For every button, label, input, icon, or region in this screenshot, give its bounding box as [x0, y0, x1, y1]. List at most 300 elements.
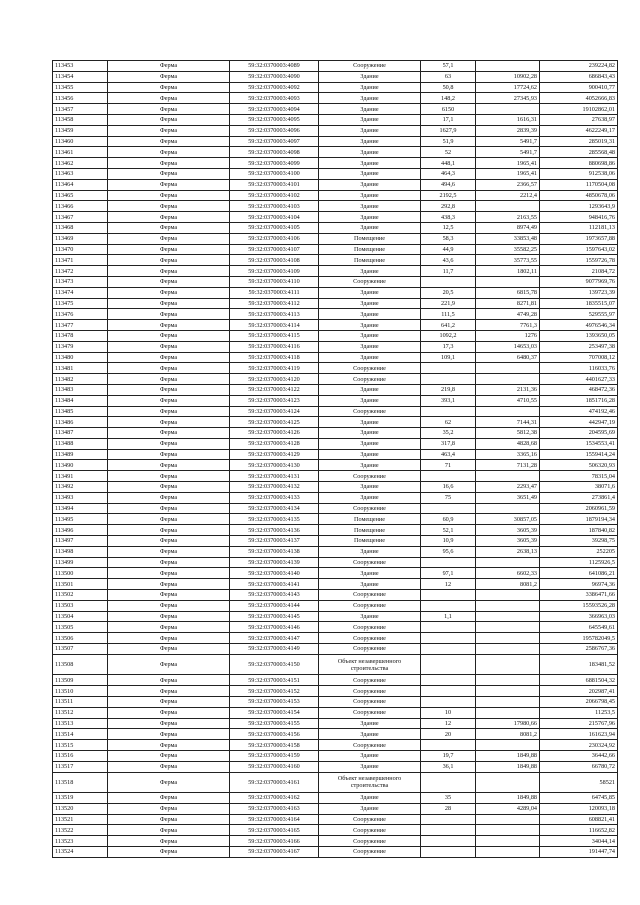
- specific-value-cell: 17724,62: [476, 82, 540, 93]
- object-type-cell: Здание: [319, 222, 421, 233]
- row-number-cell: 113517: [53, 761, 108, 772]
- object-type-cell: Здание: [319, 158, 421, 169]
- object-type-cell: Здание: [319, 93, 421, 104]
- cadastral-value-cell: 285019,31: [540, 136, 618, 147]
- object-name-cell: Ферма: [108, 190, 230, 201]
- table-row: [53, 287, 618, 298]
- area-cell: [421, 644, 476, 655]
- row-number-cell: 113506: [53, 633, 108, 644]
- object-name-cell: Ферма: [108, 729, 230, 740]
- specific-value-cell: [476, 104, 540, 115]
- row-number-cell: 113461: [53, 147, 108, 158]
- table-row: [53, 644, 618, 655]
- row-number-cell: 113453: [53, 61, 108, 72]
- area-cell: [421, 846, 476, 857]
- object-type-cell: Здание: [319, 179, 421, 190]
- object-type-cell: Здание: [319, 341, 421, 352]
- cadastral-value-cell: 468472,36: [540, 384, 618, 395]
- cadastral-number-cell: 59:32:0370003:4090: [230, 71, 319, 82]
- row-number-cell: 113475: [53, 298, 108, 309]
- table-row: [53, 406, 618, 417]
- row-number-cell: 113466: [53, 201, 108, 212]
- cadastral-value-cell: 15593526,28: [540, 600, 618, 611]
- object-name-cell: Ферма: [108, 536, 230, 547]
- row-number-cell: 113497: [53, 536, 108, 547]
- object-name-cell: Ферма: [108, 341, 230, 352]
- cadastral-value-cell: 253497,38: [540, 341, 618, 352]
- specific-value-cell: 35773,55: [476, 255, 540, 266]
- row-number-cell: 113464: [53, 179, 108, 190]
- cadastral-number-cell: 59:32:0370003:4156: [230, 729, 319, 740]
- object-type-cell: Сооружение: [319, 374, 421, 385]
- specific-value-cell: [476, 686, 540, 697]
- object-type-cell: Здание: [319, 793, 421, 804]
- area-cell: 2192,5: [421, 190, 476, 201]
- table-row: [53, 255, 618, 266]
- area-cell: 95,6: [421, 546, 476, 557]
- object-name-cell: Ферма: [108, 750, 230, 761]
- specific-value-cell: 3651,49: [476, 492, 540, 503]
- cadastral-value-cell: 4850678,06: [540, 190, 618, 201]
- table-row: [53, 557, 618, 568]
- row-number-cell: 113515: [53, 740, 108, 751]
- table-row: [53, 233, 618, 244]
- object-type-cell: Здание: [319, 104, 421, 115]
- object-type-cell: Здание: [319, 125, 421, 136]
- object-type-cell: Здание: [319, 287, 421, 298]
- cadastral-number-cell: 59:32:0370003:4145: [230, 611, 319, 622]
- cadastral-value-cell: 645549,61: [540, 622, 618, 633]
- object-name-cell: Ферма: [108, 71, 230, 82]
- area-cell: 35,2: [421, 428, 476, 439]
- object-name-cell: Ферма: [108, 686, 230, 697]
- object-type-cell: Объект незавершенного строительства: [319, 772, 421, 793]
- specific-value-cell: [476, 590, 540, 601]
- row-number-cell: 113522: [53, 825, 108, 836]
- area-cell: 58,3: [421, 233, 476, 244]
- object-type-cell: Сооружение: [319, 363, 421, 374]
- area-cell: [421, 814, 476, 825]
- cadastral-number-cell: 59:32:0370003:4167: [230, 846, 319, 857]
- object-name-cell: Ферма: [108, 492, 230, 503]
- specific-value-cell: 3605,39: [476, 525, 540, 536]
- object-name-cell: Ферма: [108, 417, 230, 428]
- cadastral-number-cell: 59:32:0370003:4103: [230, 201, 319, 212]
- specific-value-cell: 2212,4: [476, 190, 540, 201]
- object-type-cell: Сооружение: [319, 740, 421, 751]
- specific-value-cell: 4289,04: [476, 803, 540, 814]
- area-cell: 20,5: [421, 287, 476, 298]
- area-cell: 12,5: [421, 222, 476, 233]
- cadastral-number-cell: 59:32:0370003:4115: [230, 330, 319, 341]
- object-type-cell: Здание: [319, 395, 421, 406]
- area-cell: 50,8: [421, 82, 476, 93]
- cadastral-number-cell: 59:32:0370003:4116: [230, 341, 319, 352]
- specific-value-cell: 5491,7: [476, 136, 540, 147]
- table-row: [53, 696, 618, 707]
- area-cell: [421, 557, 476, 568]
- row-number-cell: 113509: [53, 675, 108, 686]
- cadastral-value-cell: 1973657,88: [540, 233, 618, 244]
- specific-value-cell: 1276: [476, 330, 540, 341]
- object-name-cell: Ферма: [108, 222, 230, 233]
- object-name-cell: Ферма: [108, 600, 230, 611]
- area-cell: 71: [421, 460, 476, 471]
- cadastral-number-cell: 59:32:0370003:4159: [230, 750, 319, 761]
- table-row: [53, 82, 618, 93]
- object-type-cell: Здание: [319, 482, 421, 493]
- object-name-cell: Ферма: [108, 825, 230, 836]
- object-type-cell: Здание: [319, 212, 421, 223]
- area-cell: 75: [421, 492, 476, 503]
- area-cell: 448,1: [421, 158, 476, 169]
- specific-value-cell: [476, 814, 540, 825]
- area-cell: 494,6: [421, 179, 476, 190]
- object-name-cell: Ферма: [108, 266, 230, 277]
- area-cell: 43,6: [421, 255, 476, 266]
- specific-value-cell: [476, 611, 540, 622]
- object-type-cell: Здание: [319, 761, 421, 772]
- table-row: [53, 482, 618, 493]
- cadastral-number-cell: 59:32:0370003:4162: [230, 793, 319, 804]
- cadastral-number-cell: 59:32:0370003:4143: [230, 590, 319, 601]
- area-cell: [421, 772, 476, 793]
- table-row: [53, 449, 618, 460]
- cadastral-value-cell: 4976546,34: [540, 320, 618, 331]
- cadastral-value-cell: 948416,76: [540, 212, 618, 223]
- table-row: [53, 341, 618, 352]
- table-row: [53, 600, 618, 611]
- row-number-cell: 113473: [53, 276, 108, 287]
- row-number-cell: 113486: [53, 417, 108, 428]
- object-name-cell: Ферма: [108, 793, 230, 804]
- cadastral-number-cell: 59:32:0370003:4114: [230, 320, 319, 331]
- cadastral-number-cell: 59:32:0370003:4092: [230, 82, 319, 93]
- object-type-cell: Здание: [319, 320, 421, 331]
- table-row: [53, 803, 618, 814]
- cadastral-value-cell: 161623,94: [540, 729, 618, 740]
- row-number-cell: 113492: [53, 482, 108, 493]
- cadastral-number-cell: 59:32:0370003:4097: [230, 136, 319, 147]
- area-cell: 464,3: [421, 168, 476, 179]
- object-type-cell: Сооружение: [319, 696, 421, 707]
- cadastral-value-cell: 273861,4: [540, 492, 618, 503]
- cadastral-number-cell: 59:32:0370003:4099: [230, 158, 319, 169]
- row-number-cell: 113457: [53, 104, 108, 115]
- cadastral-value-cell: 78315,04: [540, 471, 618, 482]
- table-body: [53, 61, 618, 858]
- cadastral-value-cell: 1393650,05: [540, 330, 618, 341]
- specific-value-cell: 6480,37: [476, 352, 540, 363]
- cadastral-value-cell: 1559726,78: [540, 255, 618, 266]
- specific-value-cell: 8974,49: [476, 222, 540, 233]
- cadastral-value-cell: 58521: [540, 772, 618, 793]
- row-number-cell: 113495: [53, 514, 108, 525]
- specific-value-cell: 1965,41: [476, 168, 540, 179]
- area-cell: 19,7: [421, 750, 476, 761]
- object-type-cell: Сооружение: [319, 276, 421, 287]
- cadastral-number-cell: 59:32:0370003:4100: [230, 168, 319, 179]
- object-name-cell: Ферма: [108, 168, 230, 179]
- object-name-cell: Ферма: [108, 675, 230, 686]
- object-type-cell: Сооружение: [319, 633, 421, 644]
- row-number-cell: 113482: [53, 374, 108, 385]
- area-cell: [421, 696, 476, 707]
- cadastral-value-cell: 1125926,5: [540, 557, 618, 568]
- cadastral-number-cell: 59:32:0370003:4126: [230, 428, 319, 439]
- specific-value-cell: [476, 61, 540, 72]
- specific-value-cell: 3605,39: [476, 536, 540, 547]
- table-row: [53, 320, 618, 331]
- cadastral-value-cell: 442947,19: [540, 417, 618, 428]
- table-row: [53, 438, 618, 449]
- cadastral-value-cell: 187840,82: [540, 525, 618, 536]
- row-number-cell: 113467: [53, 212, 108, 223]
- cadastral-number-cell: 59:32:0370003:4136: [230, 525, 319, 536]
- specific-value-cell: [476, 406, 540, 417]
- cadastral-number-cell: 59:32:0370003:4096: [230, 125, 319, 136]
- object-name-cell: Ферма: [108, 449, 230, 460]
- row-number-cell: 113488: [53, 438, 108, 449]
- area-cell: 109,1: [421, 352, 476, 363]
- area-cell: [421, 686, 476, 697]
- table-row: [53, 546, 618, 557]
- object-name-cell: Ферма: [108, 374, 230, 385]
- object-name-cell: Ферма: [108, 772, 230, 793]
- object-name-cell: Ферма: [108, 179, 230, 190]
- row-number-cell: 113458: [53, 114, 108, 125]
- object-name-cell: Ферма: [108, 611, 230, 622]
- object-type-cell: Здание: [319, 136, 421, 147]
- cadastral-number-cell: 59:32:0370003:4132: [230, 482, 319, 493]
- cadastral-number-cell: 59:32:0370003:4152: [230, 686, 319, 697]
- cadastral-number-cell: 59:32:0370003:4111: [230, 287, 319, 298]
- table-row: [53, 492, 618, 503]
- table-row: [53, 729, 618, 740]
- object-type-cell: Сооружение: [319, 557, 421, 568]
- row-number-cell: 113465: [53, 190, 108, 201]
- area-cell: 11,7: [421, 266, 476, 277]
- row-number-cell: 113469: [53, 233, 108, 244]
- object-type-cell: Здание: [319, 82, 421, 93]
- specific-value-cell: 8081,2: [476, 729, 540, 740]
- row-number-cell: 113484: [53, 395, 108, 406]
- cadastral-value-table: [52, 60, 618, 858]
- table-row: [53, 212, 618, 223]
- object-name-cell: Ферма: [108, 158, 230, 169]
- area-cell: [421, 590, 476, 601]
- area-cell: 12: [421, 718, 476, 729]
- cadastral-value-cell: 1170504,08: [540, 179, 618, 190]
- row-number-cell: 113521: [53, 814, 108, 825]
- specific-value-cell: [476, 633, 540, 644]
- cadastral-value-cell: 64745,85: [540, 793, 618, 804]
- row-number-cell: 113483: [53, 384, 108, 395]
- cadastral-number-cell: 59:32:0370003:4093: [230, 93, 319, 104]
- cadastral-value-cell: 252205: [540, 546, 618, 557]
- specific-value-cell: 1849,88: [476, 761, 540, 772]
- object-name-cell: Ферма: [108, 125, 230, 136]
- object-type-cell: Сооружение: [319, 406, 421, 417]
- specific-value-cell: [476, 836, 540, 847]
- cadastral-value-cell: 4401627,33: [540, 374, 618, 385]
- object-type-cell: Сооружение: [319, 825, 421, 836]
- row-number-cell: 113507: [53, 644, 108, 655]
- row-number-cell: 113480: [53, 352, 108, 363]
- cadastral-number-cell: 59:32:0370003:4113: [230, 309, 319, 320]
- cadastral-value-cell: 116652,82: [540, 825, 618, 836]
- object-name-cell: Ферма: [108, 363, 230, 374]
- object-name-cell: Ферма: [108, 590, 230, 601]
- table-row: [53, 503, 618, 514]
- cadastral-number-cell: 59:32:0370003:4146: [230, 622, 319, 633]
- cadastral-value-cell: 183481,52: [540, 654, 618, 675]
- area-cell: 219,8: [421, 384, 476, 395]
- row-number-cell: 113456: [53, 93, 108, 104]
- object-type-cell: Сооружение: [319, 814, 421, 825]
- object-type-cell: Здание: [319, 611, 421, 622]
- area-cell: 221,9: [421, 298, 476, 309]
- cadastral-number-cell: 59:32:0370003:4118: [230, 352, 319, 363]
- row-number-cell: 113454: [53, 71, 108, 82]
- object-type-cell: Здание: [319, 168, 421, 179]
- object-type-cell: Здание: [319, 460, 421, 471]
- object-name-cell: Ферма: [108, 568, 230, 579]
- specific-value-cell: [476, 846, 540, 857]
- area-cell: 62: [421, 417, 476, 428]
- row-number-cell: 113513: [53, 718, 108, 729]
- cadastral-value-cell: 239224,82: [540, 61, 618, 72]
- object-type-cell: Сооружение: [319, 675, 421, 686]
- table-row: [53, 686, 618, 697]
- area-cell: [421, 600, 476, 611]
- cadastral-number-cell: 59:32:0370003:4153: [230, 696, 319, 707]
- object-name-cell: Ферма: [108, 740, 230, 751]
- table-row: [53, 136, 618, 147]
- object-type-cell: Здание: [319, 492, 421, 503]
- specific-value-cell: [476, 707, 540, 718]
- specific-value-cell: 5812,38: [476, 428, 540, 439]
- object-name-cell: Ферма: [108, 633, 230, 644]
- area-cell: 641,2: [421, 320, 476, 331]
- object-type-cell: Здание: [319, 190, 421, 201]
- cadastral-value-cell: 27638,97: [540, 114, 618, 125]
- cadastral-value-cell: 285568,48: [540, 147, 618, 158]
- cadastral-value-cell: 2066798,45: [540, 696, 618, 707]
- object-name-cell: Ферма: [108, 644, 230, 655]
- object-type-cell: Здание: [319, 729, 421, 740]
- cadastral-number-cell: 59:32:0370003:4112: [230, 298, 319, 309]
- area-cell: 393,1: [421, 395, 476, 406]
- object-name-cell: Ферма: [108, 546, 230, 557]
- cadastral-number-cell: 59:32:0370003:4106: [230, 233, 319, 244]
- object-name-cell: Ферма: [108, 482, 230, 493]
- cadastral-value-cell: 202987,41: [540, 686, 618, 697]
- specific-value-cell: [476, 201, 540, 212]
- row-number-cell: 113459: [53, 125, 108, 136]
- cadastral-number-cell: 59:32:0370003:4151: [230, 675, 319, 686]
- area-cell: [421, 406, 476, 417]
- cadastral-value-cell: 204595,69: [540, 428, 618, 439]
- specific-value-cell: 4749,28: [476, 309, 540, 320]
- cadastral-value-cell: 1559414,24: [540, 449, 618, 460]
- specific-value-cell: [476, 825, 540, 836]
- cadastral-number-cell: 59:32:0370003:4122: [230, 384, 319, 395]
- object-type-cell: Помещение: [319, 525, 421, 536]
- cadastral-value-cell: 11253,5: [540, 707, 618, 718]
- area-cell: 57,1: [421, 61, 476, 72]
- object-name-cell: Ферма: [108, 104, 230, 115]
- specific-value-cell: 7131,28: [476, 460, 540, 471]
- area-cell: [421, 374, 476, 385]
- table-row: [53, 61, 618, 72]
- object-name-cell: Ферма: [108, 503, 230, 514]
- cadastral-number-cell: 59:32:0370003:4123: [230, 395, 319, 406]
- specific-value-cell: 2839,39: [476, 125, 540, 136]
- table-row: [53, 384, 618, 395]
- row-number-cell: 113490: [53, 460, 108, 471]
- area-cell: [421, 276, 476, 287]
- object-name-cell: Ферма: [108, 514, 230, 525]
- cadastral-number-cell: 59:32:0370003:4164: [230, 814, 319, 825]
- area-cell: 20: [421, 729, 476, 740]
- table-row: [53, 309, 618, 320]
- table-row: [53, 814, 618, 825]
- cadastral-value-cell: 38071,6: [540, 482, 618, 493]
- object-type-cell: Здание: [319, 330, 421, 341]
- area-cell: [421, 363, 476, 374]
- object-name-cell: Ферма: [108, 654, 230, 675]
- cadastral-value-cell: 2060961,59: [540, 503, 618, 514]
- specific-value-cell: 3365,16: [476, 449, 540, 460]
- cadastral-number-cell: 59:32:0370003:4130: [230, 460, 319, 471]
- row-number-cell: 113516: [53, 750, 108, 761]
- object-name-cell: Ферма: [108, 761, 230, 772]
- table-row: [53, 114, 618, 125]
- cadastral-value-cell: 21084,72: [540, 266, 618, 277]
- specific-value-cell: 1849,88: [476, 793, 540, 804]
- row-number-cell: 113489: [53, 449, 108, 460]
- object-name-cell: Ферма: [108, 836, 230, 847]
- row-number-cell: 113468: [53, 222, 108, 233]
- cadastral-value-cell: 1879194,34: [540, 514, 618, 525]
- cadastral-value-cell: 96974,36: [540, 579, 618, 590]
- object-type-cell: Помещение: [319, 514, 421, 525]
- area-cell: 438,3: [421, 212, 476, 223]
- table-row: [53, 179, 618, 190]
- object-type-cell: Здание: [319, 750, 421, 761]
- object-type-cell: Сооружение: [319, 590, 421, 601]
- cadastral-value-cell: 366963,03: [540, 611, 618, 622]
- cadastral-number-cell: 59:32:0370003:4140: [230, 568, 319, 579]
- cadastral-number-cell: 59:32:0370003:4139: [230, 557, 319, 568]
- table-row: [53, 190, 618, 201]
- row-number-cell: 113481: [53, 363, 108, 374]
- object-name-cell: Ферма: [108, 309, 230, 320]
- cadastral-value-cell: 4052666,83: [540, 93, 618, 104]
- table-row: [53, 71, 618, 82]
- specific-value-cell: 17980,66: [476, 718, 540, 729]
- row-number-cell: 113519: [53, 793, 108, 804]
- specific-value-cell: 14653,03: [476, 341, 540, 352]
- cadastral-number-cell: 59:32:0370003:4098: [230, 147, 319, 158]
- area-cell: [421, 654, 476, 675]
- table-row: [53, 460, 618, 471]
- table-row: [53, 611, 618, 622]
- cadastral-number-cell: 59:32:0370003:4101: [230, 179, 319, 190]
- table-row: [53, 825, 618, 836]
- table-row: [53, 846, 618, 857]
